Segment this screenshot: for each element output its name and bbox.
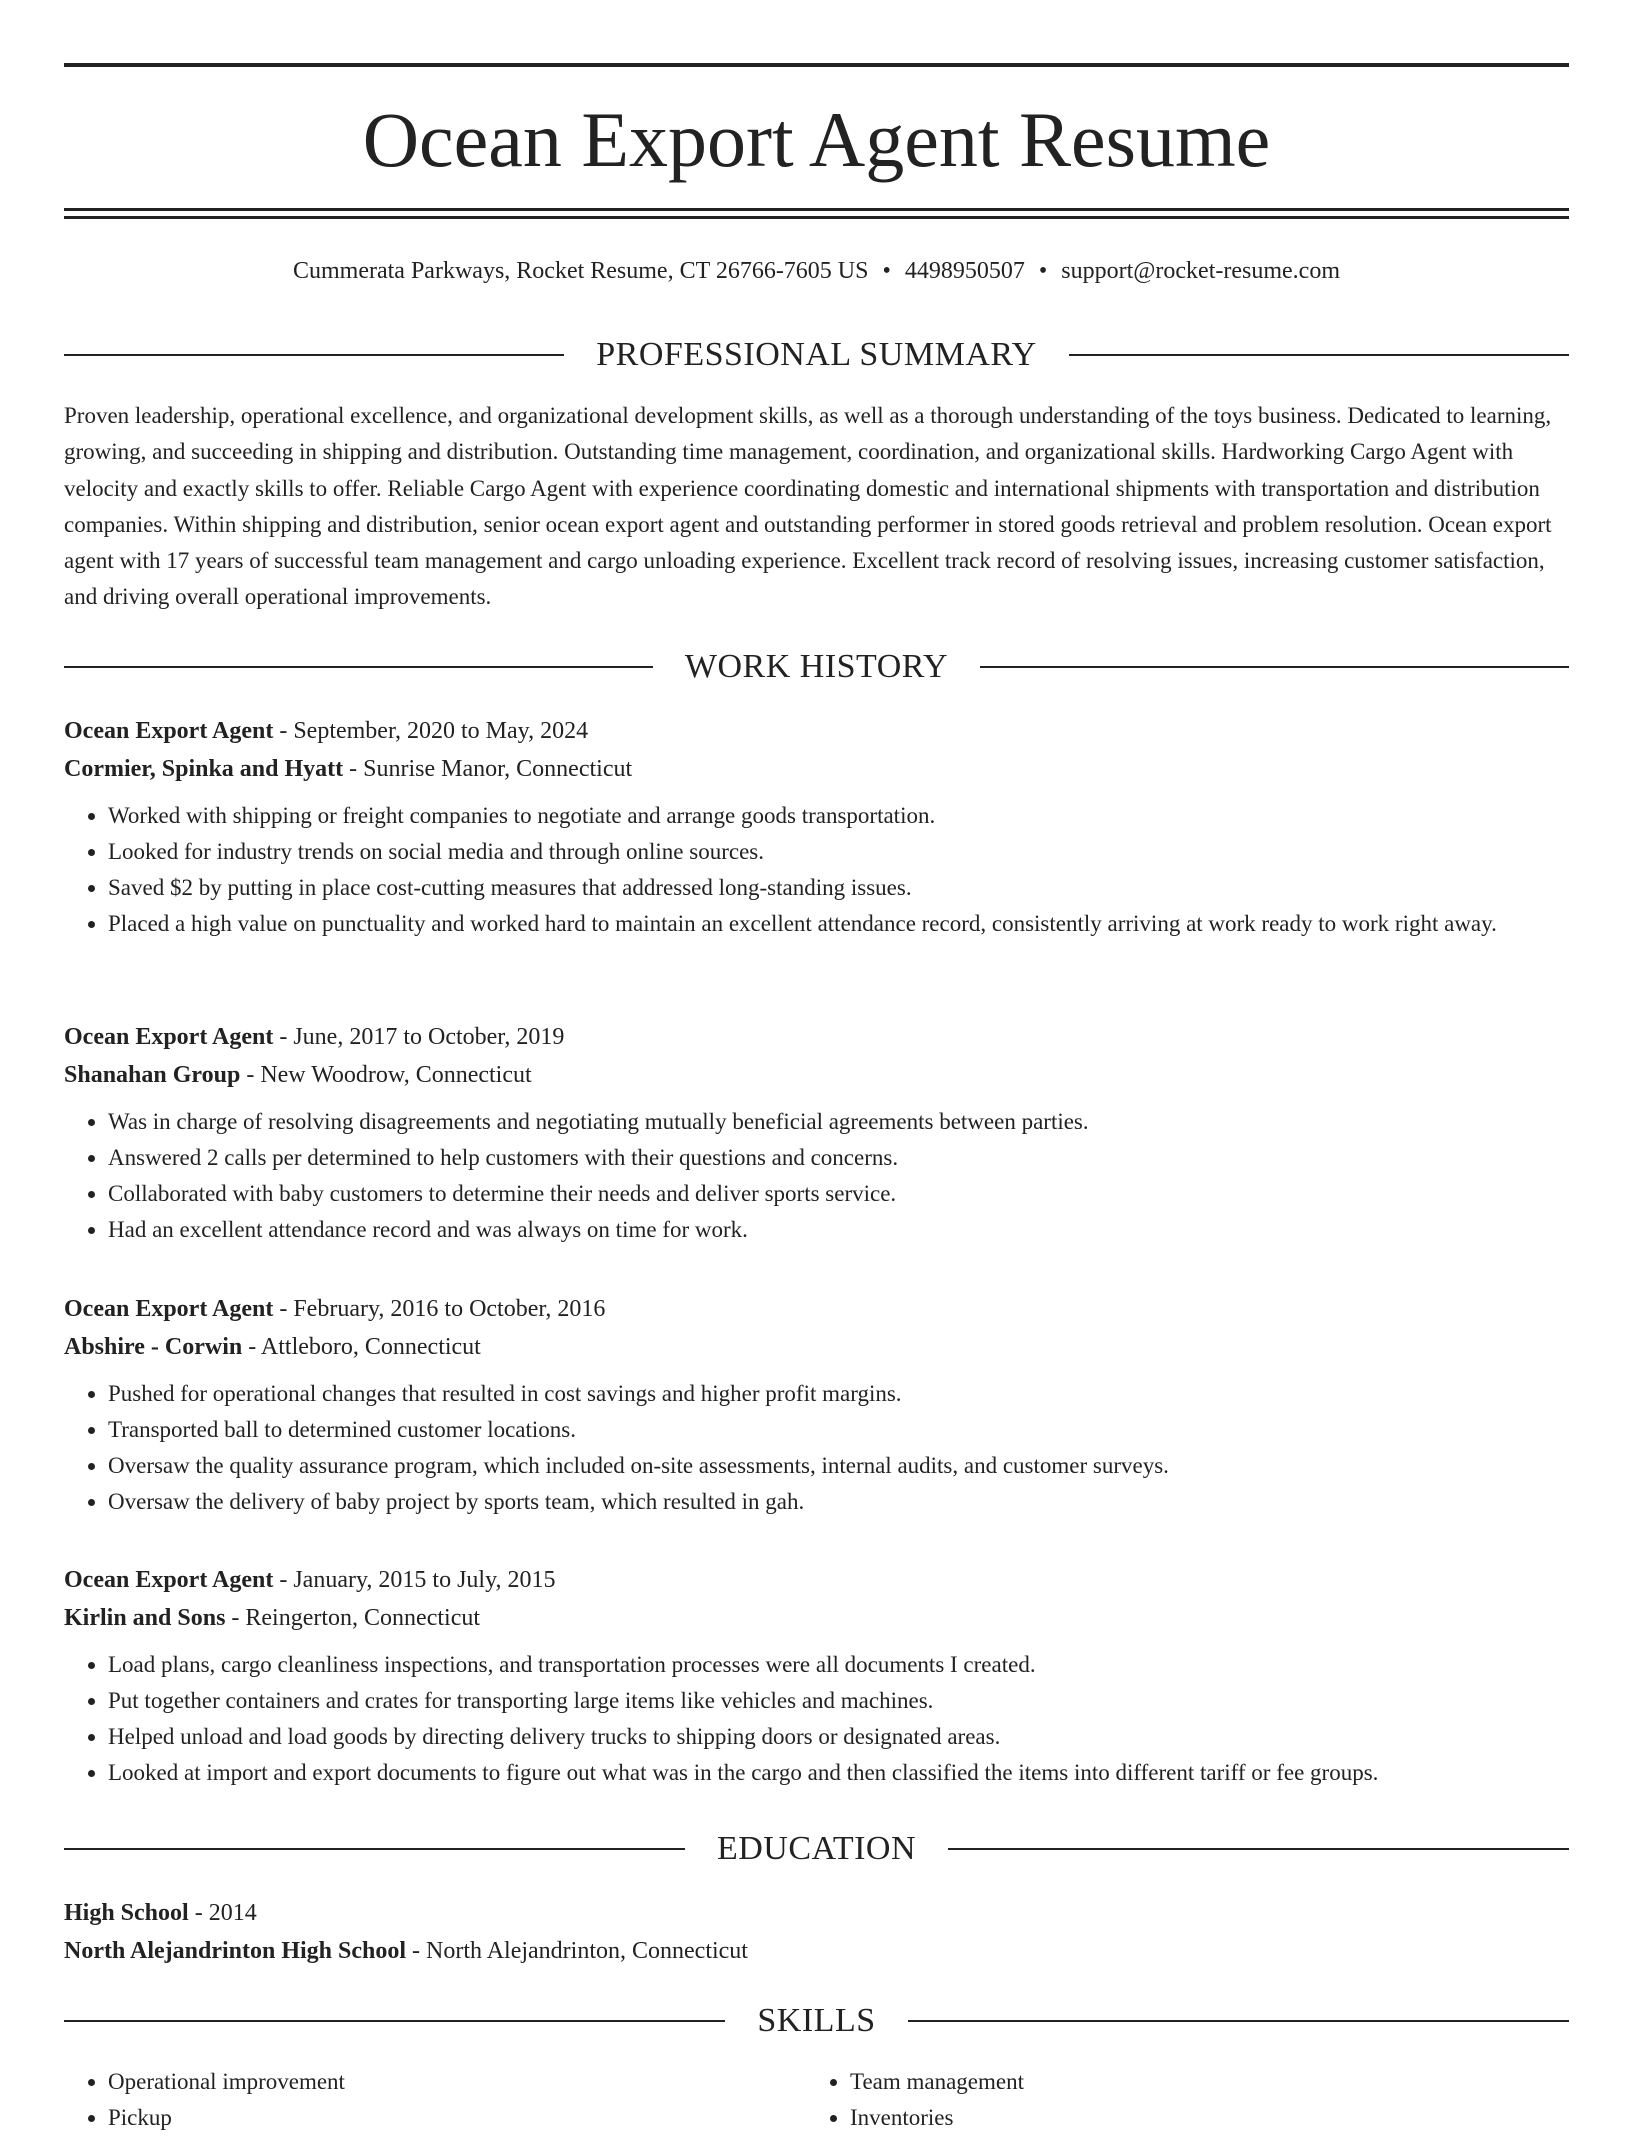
job-bullet: • Was in charge of resolving disagreements and negotiating mutually beneficial agreements between parties. xyxy=(108,1104,1569,1140)
job-dates: - September, 2020 to May, 2024 xyxy=(273,718,589,744)
education-heading xyxy=(64,1827,1569,1871)
contact-line xyxy=(64,254,1569,288)
job-bullet: • Looked for industry trends on social media and through online sources. xyxy=(108,834,1569,870)
heading-rule xyxy=(64,666,653,668)
job-bullets xyxy=(64,1647,1569,1791)
work-history-heading-title: WORK HISTORY xyxy=(684,648,949,685)
job-bullets xyxy=(64,1376,1569,1520)
skills-heading xyxy=(64,1999,1569,2043)
job-location: - Reingerton, Connecticut xyxy=(225,1605,481,1631)
job-bullet: • Had an excellent attendance record and was always on time for work. xyxy=(108,1212,1569,1248)
skill-item: • Operational improvement xyxy=(108,2064,806,2100)
heading-rule xyxy=(1069,354,1569,356)
job-bullet: • Oversaw the quality assurance program, which included on-site assessments, internal audits, and customer surveys. xyxy=(108,1448,1569,1484)
summary-text: Proven leadership, operational excellence, and organizational development skills, as well as a thorough understanding of the toys business. Dedicated to learning, growing, and succeeding in shipping and distribution. Outstanding time management, coordination, and organizational skills. Hardworking Cargo Agent with velocity and exactly skills to offer. Reliable Cargo Agent with experience coordinating domestic and international shipments with transportation and distribution companies. Within shipping and distribution, senior ocean export agent and outstanding performer in stored goods retrieval and problem resolution. Ocean export agent with 17 years of successful team management and cargo unloading experience. Excellent track record of resolving issues, increasing customer satisfaction, and driving overall operational improvements. xyxy=(64,403,1552,610)
education-school: North Alejandrinton High School xyxy=(64,1938,407,1964)
job-bullet: • Saved $2 by putting in place cost-cutting measures that addressed long-standing issues. xyxy=(108,870,1569,906)
summary-heading xyxy=(64,333,1569,377)
contact-separator: • xyxy=(1038,258,1048,284)
job-bullet: • Looked at import and export documents to figure out what was in the cargo and then classified the items into different tariff or fee groups. xyxy=(108,1755,1569,1791)
education-location: - North Alejandrinton, Connecticut xyxy=(406,1938,748,1964)
heading-rule xyxy=(64,2020,725,2022)
job-title: Ocean Export Agent xyxy=(64,1296,274,1322)
job-entry xyxy=(64,1018,1569,1248)
job-entry xyxy=(64,1561,1569,1791)
job-location: - Attleboro, Connecticut xyxy=(242,1334,481,1360)
skill-item: • Inventories xyxy=(850,2100,1548,2136)
heading-rule xyxy=(908,2020,1569,2022)
summary-heading-title: PROFESSIONAL SUMMARY xyxy=(596,336,1037,373)
skills-column-left xyxy=(64,2064,806,2136)
skills-column-right xyxy=(806,2064,1548,2136)
education-entry xyxy=(64,1894,1569,1970)
job-bullets xyxy=(64,1104,1569,1248)
title-double-rule xyxy=(64,208,1569,219)
skills-heading-title: SKILLS xyxy=(757,2002,876,2039)
job-bullet: • Oversaw the delivery of baby project by sports team, which resulted in gah. xyxy=(108,1484,1569,1520)
job-dates: - January, 2015 to July, 2015 xyxy=(273,1567,556,1593)
job-company: Kirlin and Sons xyxy=(64,1605,226,1631)
job-entry xyxy=(64,1290,1569,1520)
contact-phone: 4498950507 xyxy=(904,258,1025,284)
education-heading-title: EDUCATION xyxy=(716,1830,917,1867)
job-bullet: • Load plans, cargo cleanliness inspections, and transportation processes were all documents I created. xyxy=(108,1647,1569,1683)
job-bullet: • Worked with shipping or freight companies to negotiate and arrange goods transportation. xyxy=(108,798,1569,834)
job-bullets xyxy=(64,798,1569,942)
job-dates: - June, 2017 to October, 2019 xyxy=(273,1024,565,1050)
job-bullet: • Placed a high value on punctuality and worked hard to maintain an excellent attendance record, consistently arriving at work ready to work right away. xyxy=(108,906,1569,942)
heading-rule xyxy=(948,1848,1569,1850)
skill-item: • Team management xyxy=(850,2064,1548,2100)
job-dates: - February, 2016 to October, 2016 xyxy=(273,1296,606,1322)
job-entry xyxy=(64,712,1569,942)
top-rule xyxy=(64,63,1569,67)
job-location: - Sunrise Manor, Connecticut xyxy=(343,756,633,782)
skills-list xyxy=(64,2064,1569,2136)
contact-address: Cummerata Parkways, Rocket Resume, CT 26766-7605 US xyxy=(293,258,869,284)
job-company: Abshire - Corwin xyxy=(64,1334,243,1360)
job-bullet: • Put together containers and crates for transporting large items like vehicles and machines. xyxy=(108,1683,1569,1719)
contact-separator: • xyxy=(882,258,891,284)
education-degree: High School xyxy=(64,1900,189,1926)
contact-email: support@rocket-resume.com xyxy=(1061,258,1340,284)
heading-rule xyxy=(64,354,564,356)
job-location: - New Woodrow, Connecticut xyxy=(240,1062,532,1088)
job-title: Ocean Export Agent xyxy=(64,1567,274,1593)
job-company: Cormier, Spinka and Hyatt xyxy=(64,756,344,782)
job-bullet: • Pushed for operational changes that resulted in cost savings and higher profit margins. xyxy=(108,1376,1569,1412)
job-title: Ocean Export Agent xyxy=(64,1024,274,1050)
skill-item: • Pickup xyxy=(108,2100,806,2136)
job-bullet: • Answered 2 calls per determined to help customers with their questions and concerns. xyxy=(108,1140,1569,1176)
job-bullet: • Helped unload and load goods by directing delivery trucks to shipping doors or designated areas. xyxy=(108,1719,1569,1755)
resume-title: Ocean Export Agent Resume xyxy=(362,96,1271,183)
heading-rule xyxy=(980,666,1569,668)
work-history-heading xyxy=(64,645,1569,689)
job-title: Ocean Export Agent xyxy=(64,718,274,744)
job-company: Shanahan Group xyxy=(64,1062,241,1088)
job-bullet: • Collaborated with baby customers to determine their needs and deliver sports service. xyxy=(108,1176,1569,1212)
heading-rule xyxy=(64,1848,685,1850)
job-bullet: • Transported ball to determined customer locations. xyxy=(108,1412,1569,1448)
education-year: - 2014 xyxy=(188,1900,257,1926)
